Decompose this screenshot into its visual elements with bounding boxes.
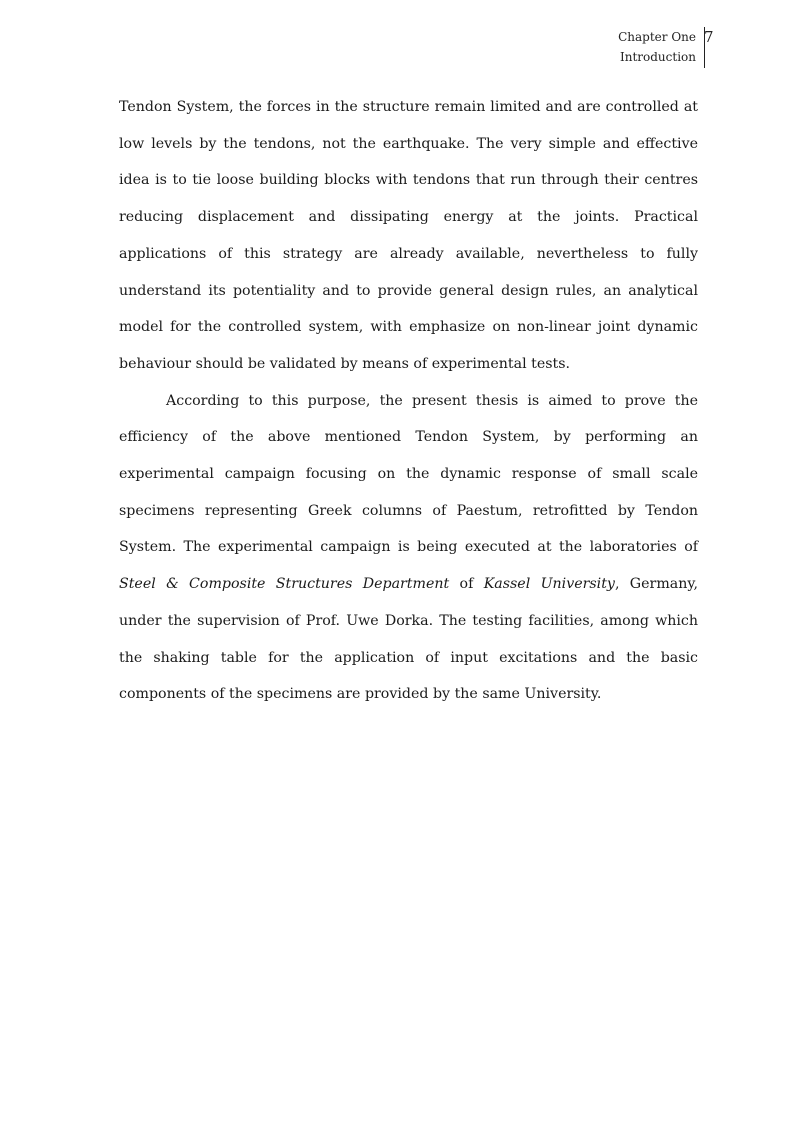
paragraph — [119, 383, 698, 713]
header-section: Introduction — [620, 50, 696, 64]
paragraph-text: According to this purpose, the present thesis is aimed to prove the efficiency of the above mentioned Tendon System, by performing an experimental campaign focusing on the dynamic response of small scale specimens representing Greek columns of Paestum, retrofitted by Tendon System. The experimental campaign is being executed at the laboratories of — [119, 392, 698, 556]
page-number: 7 — [704, 28, 714, 46]
paragraph: Tendon System, the forces in the structure remain limited and are controlled at low levels by the tendons, not the earthquake. The very simple and effective idea is to tie loose building blocks with tendons that run through their centres reducing displacement and dissipating energy at the joints. Practical applications of this strategy are already available, nevertheless to fully understand its potentiality and to provide general design rules, an analytical model for the controlled system, with emphasize on non-linear joint dynamic behaviour should be validated by means of experimental tests. — [119, 99, 698, 372]
running-header — [618, 27, 696, 67]
university-name: Kassel University — [483, 576, 615, 593]
body-text — [119, 89, 698, 713]
department-name: Steel & Composite Structures Department — [119, 576, 450, 593]
header-chapter: Chapter One — [618, 30, 696, 44]
paragraph-text: of — [449, 576, 484, 593]
paragraph-text: , Germany, under the supervision of Prof. Uwe Dorka. The testing facilities, among which the shaking table for the application of input excitations and the basic components of the specimens are provided by the same University. — [119, 576, 699, 703]
